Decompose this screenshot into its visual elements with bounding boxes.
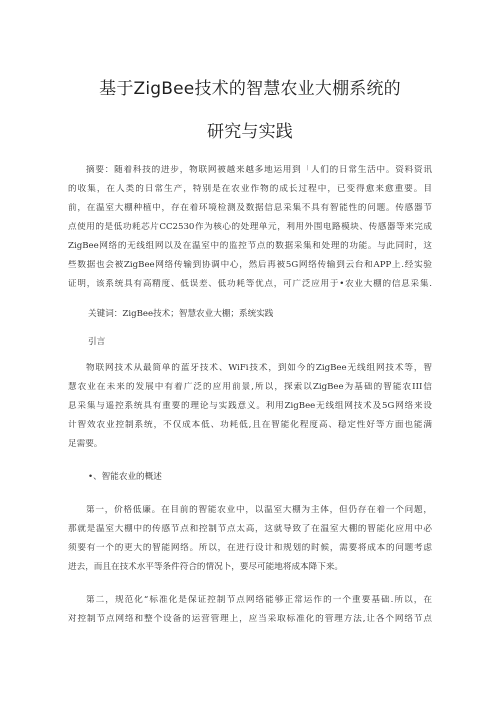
intro-heading: 引言 [88, 337, 106, 347]
section1-para1-line: 第一，价格低廉。在目前的智能农业中，以温室大棚为主体，但仍存在着一个问题， [86, 505, 432, 515]
keywords: 关键词：ZigBee技术；智慧农业大棚；系统实践 [88, 309, 274, 319]
abstract-line: ZigBee网络的无线组网以及在温室中的监控节点的数据采集和处理的功能。与此同时，这 [68, 241, 432, 251]
section1-para2-line: 第二，规范化“标准化是保证控制节点网络能够正常运作的一个重要基础.所以，在 [86, 595, 432, 605]
intro-line: 物联网技术从最简单的蓝牙技术、WiFi技术，到如今的ZigBee无线组网技术等，智 [86, 363, 432, 373]
intro-line: 息采集与遥控系统具有重要的理论与实践意义。利用ZigBee无线组网技术及5G网络来设 [68, 401, 432, 411]
document-title-line-2: 研究与实践 [207, 122, 293, 142]
section1-heading: •、智能农业的概述 [88, 472, 162, 482]
abstract-line: 的收集，在人类的日常生产，特别是在农业作物的成长过程中，已变得愈来愈重要。目 [68, 184, 432, 194]
intro-line: 慧农业在未来的发展中有着广泛的应用前景,所以，探索以ZigBee为基础的智能农III信 [68, 382, 432, 392]
abstract-line: 证明，该系统具有高精度、低误差、低功耗等优点，可广泛应用于•农业大棚的信息采集. [68, 279, 432, 289]
intro-line: 足需要。 [68, 439, 103, 449]
abstract-line: 些数据也会被ZigBee网络传输到协调中心，然后再被5G网络传输到云台和APP上.经实验 [68, 260, 432, 270]
section1-para2-line: 对控制节点网络和整个设备的运营管理上，应当采取标准化的管理方法,让各个网络节点 [68, 614, 432, 624]
abstract-line: 前，在温室大棚种植中，存在着环境检测及数据信息采集不具有智能性的问题。传感器节 [68, 203, 432, 213]
document-title-line-1: 基于ZigBee技术的智慧农业大棚系统的 [99, 79, 401, 99]
section1-para1-line: 须要有一个的更大的智能网络。所以，在进行设计和规划的时候，需要将成本的问题考虑 [68, 543, 432, 553]
section1-para1-line: 进去，而且在技术水平等条件符合的情况卜，要尽可能地将成本降下来。 [68, 562, 344, 572]
intro-line: 计智效农业控制系统，不仅成本低、功耗低,且在智能化程度高、稳定性好等方面也能满 [68, 420, 432, 430]
abstract-line: 摘要：随着科技的进步，物联网被越来越多地运用到「人们的日常生活中。资料资讯 [86, 165, 432, 175]
abstract-line: 点使用的是低功耗芯片CC2530作为核心的处理单元，利用外围电路模块、传感器等来完成 [68, 222, 432, 232]
section1-para1-line: 那就是温室大棚中的传感节点和控制节点太高，这就导致了在温室大棚的智能化应用中必 [68, 524, 432, 534]
